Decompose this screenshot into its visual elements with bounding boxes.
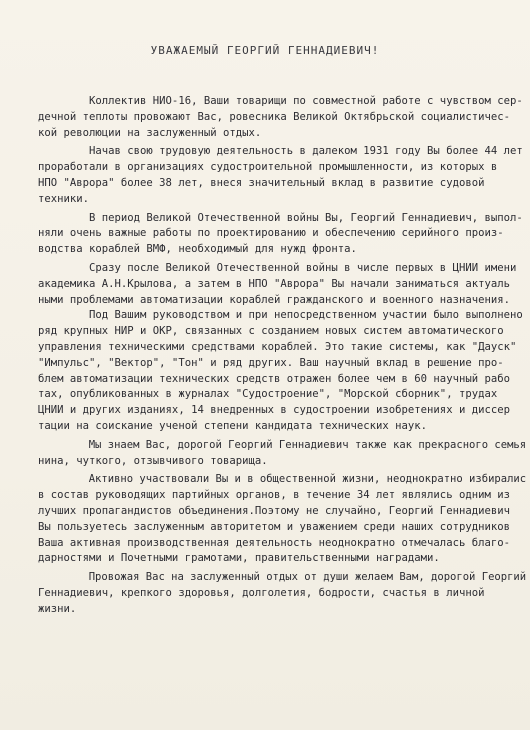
text-line: Под Вашим руководством и при непосредственном участии было выполнено <box>38 309 523 322</box>
text-line: управления техническими средствами кораблей. Это такие системы, как "Дауск" <box>38 340 517 353</box>
text-line: лучших пропагандистов объединения.Поэтому не случайно, Георгий Геннадиевич <box>38 504 510 517</box>
text-line: Мы знаем Вас, дорогой Георгий Геннадиевич также как прекрасного семья <box>38 438 527 451</box>
text-line: В период Великой Отечественной войны Вы, Георгий Геннадиевич, выпол- <box>38 211 523 224</box>
text-line: Начав свою трудовую деятельность в далеком 1931 году Вы более 44 лет <box>38 145 523 158</box>
paragraph <box>38 211 526 258</box>
text-line: "Импульс", "Вектор", "Тон" и ряд других. Ваш научный вклад в решение про- <box>38 356 504 369</box>
text-line: водства кораблей ВМФ, необходимый для нужд фронта. <box>38 243 357 256</box>
text-line: блем автоматизации технических средств отражен более чем в 60 научный рабо <box>38 372 510 385</box>
text-line: Ваша активная производственная деятельность неоднократно отмечалась благо- <box>38 536 510 549</box>
text-line: кой революции на заслуженный отдых. <box>38 126 262 139</box>
text-line: Геннадиевич, крепкого здоровья, долголетия, бодрости, счастья в личной <box>38 586 485 599</box>
paragraph <box>38 261 526 435</box>
text-line: дечной теплоты провожают Вас, ровесника Великой Октябрьской социалистичес- <box>38 110 510 123</box>
paragraph <box>38 570 526 617</box>
text-line: академика А.Н.Крылова, а затем в НПО "Аврора" Вы начали заниматься актуаль <box>38 277 510 290</box>
text-line: ными проблемами автоматизации кораблей гражданского и военного назначения. <box>38 293 510 306</box>
text-line: проработали в организациях судостроительной промышленности, из которых в <box>38 161 498 174</box>
paragraph <box>38 144 526 207</box>
text-line: няли очень важные работы по проектированию и обеспечению серийного произ- <box>38 227 504 240</box>
text-line: Активно участвовали Вы и в общественной жизни, неоднократно избиралис <box>38 473 527 486</box>
text-line: дарностями и Почетными грамотами, правительственными наградами. <box>38 552 440 565</box>
text-line: тации на соискание ученой степени кандидата технических наук. <box>38 419 428 432</box>
letter-body <box>38 94 526 618</box>
text-line: в состав руководящих партийных органов, в течение 34 лет являлись одним из <box>38 489 510 502</box>
letter-title: УВАЖАЕМЫЙ ГЕОРГИЙ ГЕННАДИЕВИЧ! <box>150 44 380 57</box>
text-line: Коллектив НИО-16, Ваши товарищи по совместной работе с чувством сер- <box>38 95 523 107</box>
paragraph <box>38 94 526 141</box>
text-line: нина, чуткого, отзывчивого товарища. <box>38 454 268 467</box>
paragraph <box>38 438 526 470</box>
paragraph <box>38 472 526 567</box>
text-line: НПО "Аврора" более 38 лет, внеся значительный вклад в развитие судовой <box>38 176 485 189</box>
text-line: тах, опубликованных в журналах "Судостроение", "Морской сборник", трудах <box>38 388 498 401</box>
text-line: ряд крупных НИР и ОКР, связанных с созданием новых систем автоматического <box>38 325 504 338</box>
text-line: жизни. <box>38 602 77 615</box>
text-line: Сразу после Великой Отечественной войны в числе первых в ЦНИИ имени <box>38 261 517 274</box>
text-line: Провожая Вас на заслуженный отдых от души желаем Вам, дорогой Георгий <box>38 571 527 584</box>
text-line: техники. <box>38 192 90 205</box>
text-line: Вы пользуетесь заслуженным авторитетом и уважением среди наших сотрудников <box>38 520 510 533</box>
text-line: ЦНИИ и других изданиях, 14 внедренных в судостроении изобретениях и диссер <box>38 404 510 417</box>
